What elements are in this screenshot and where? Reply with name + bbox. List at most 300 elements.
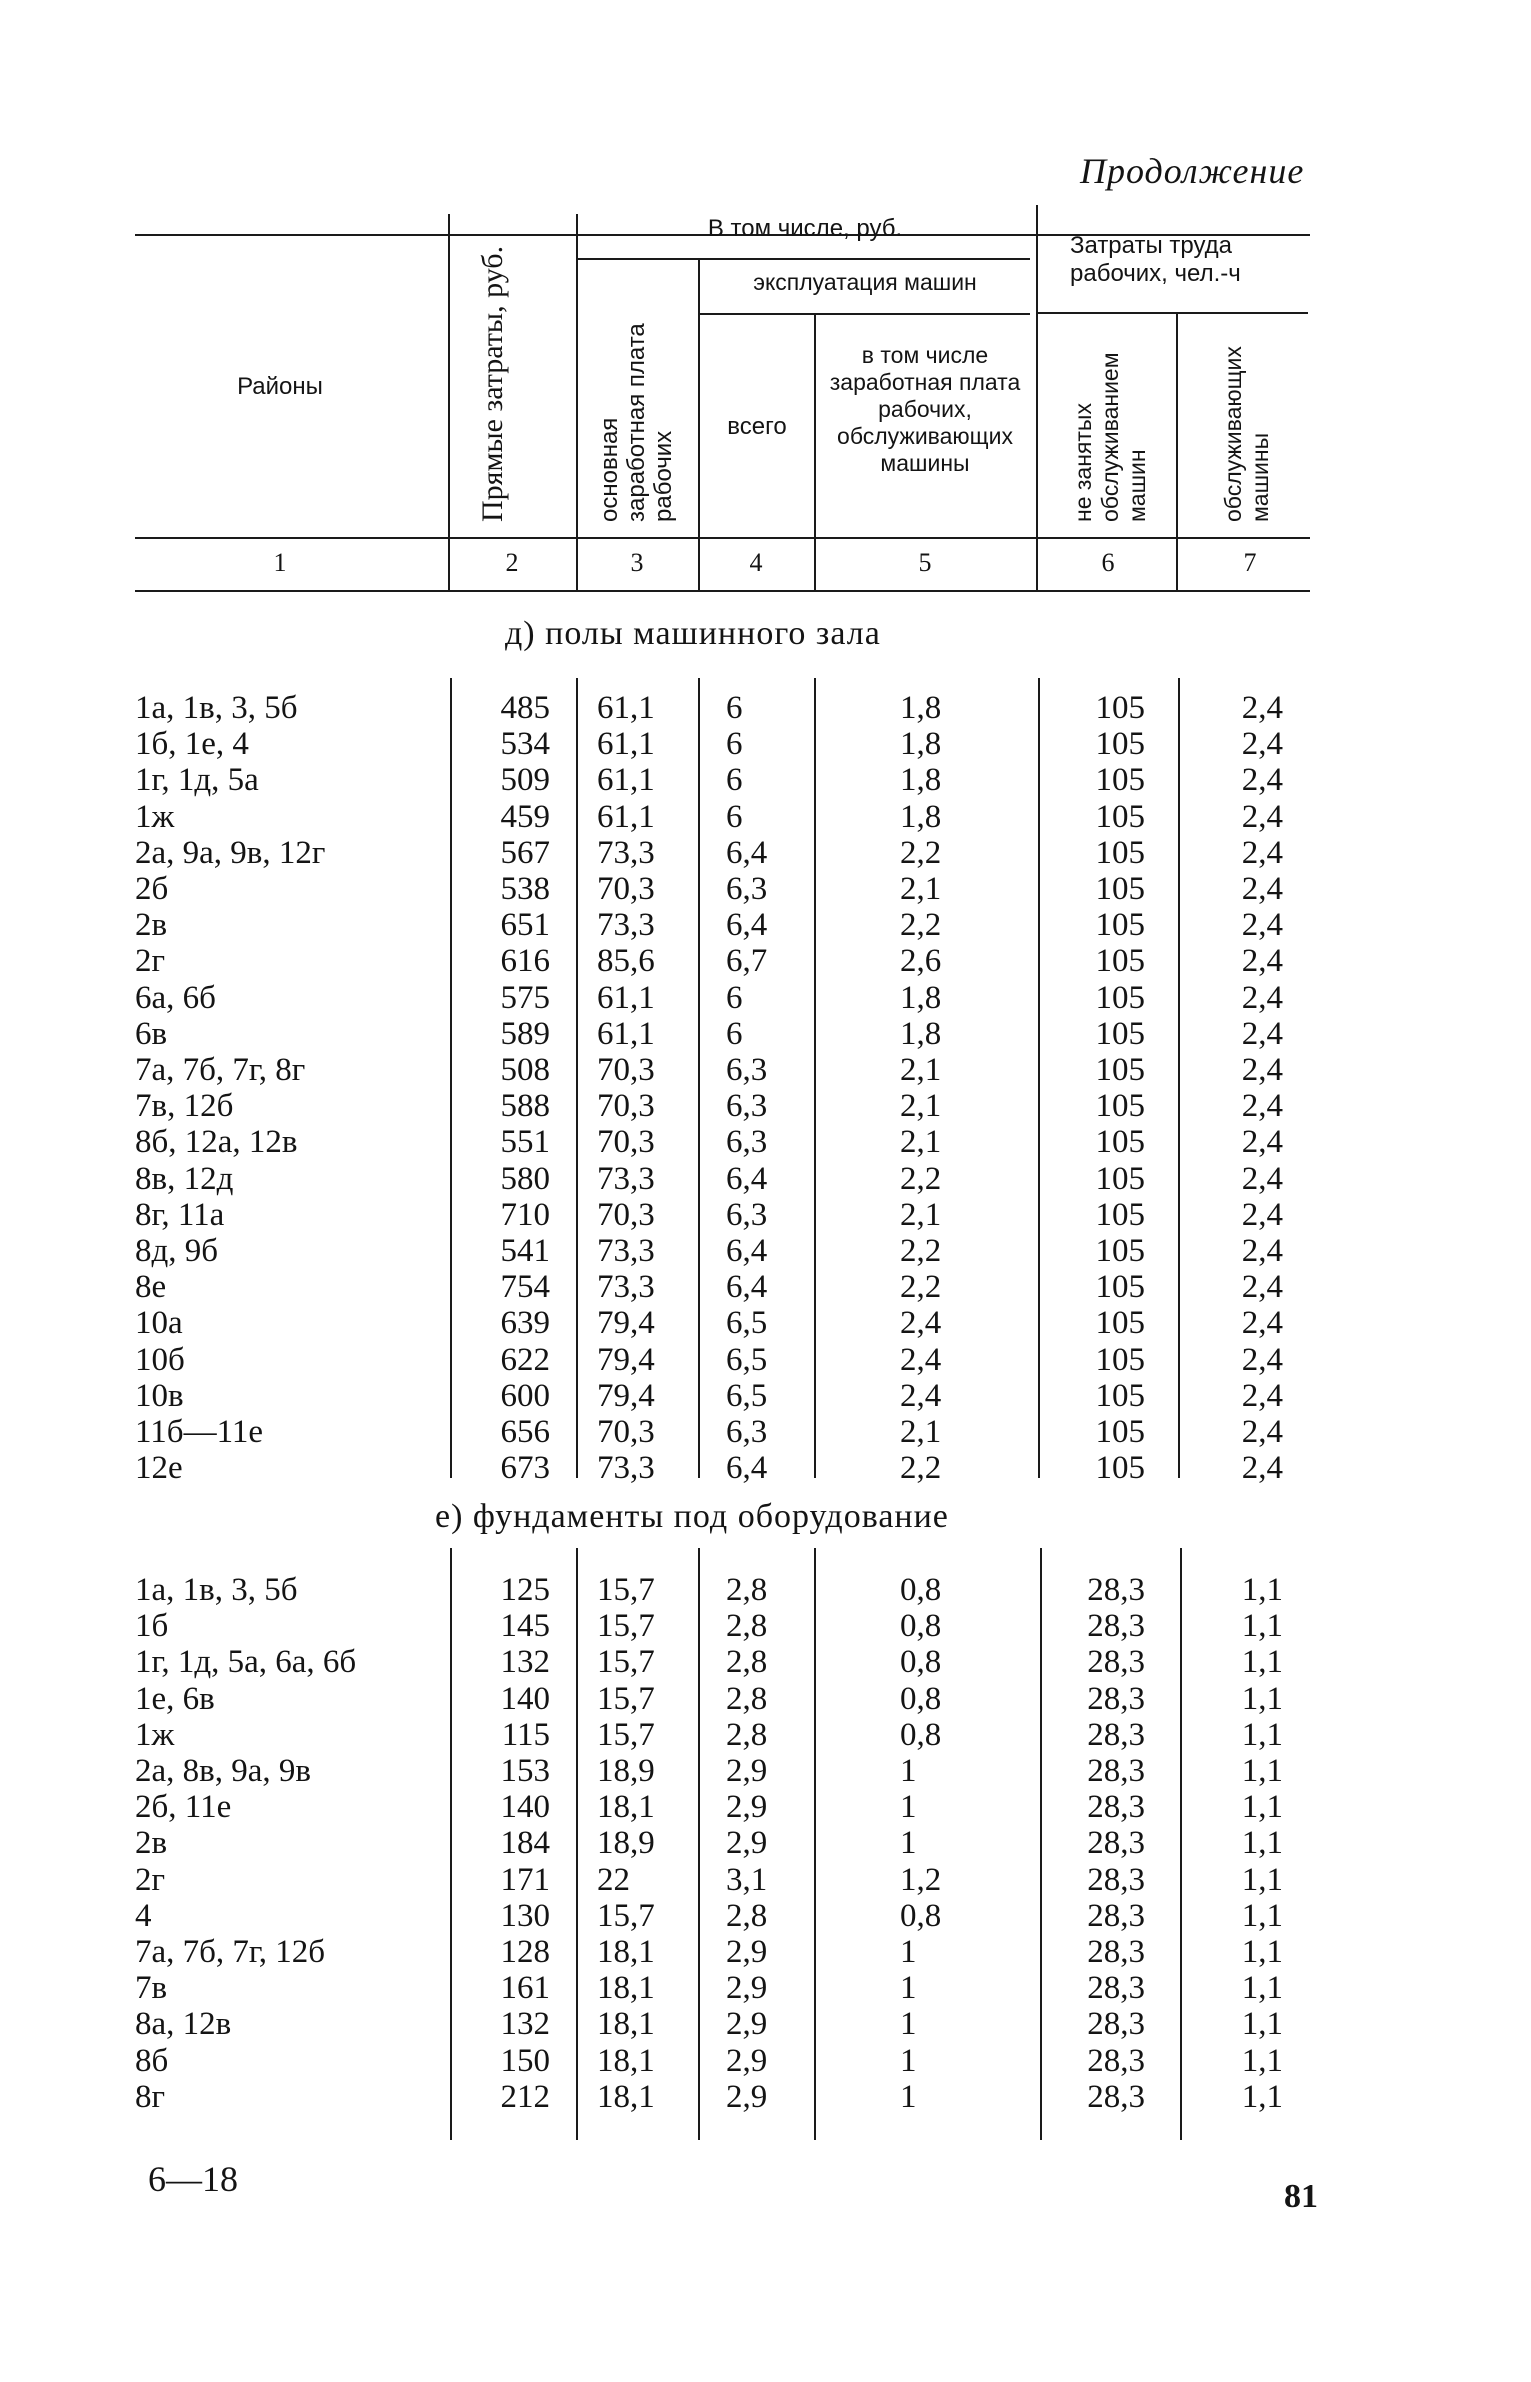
cell-machine-total: 6 xyxy=(726,979,743,1016)
cell-machine-total: 2,9 xyxy=(726,2078,768,2115)
cell-direct-costs: 145 xyxy=(500,1608,550,1645)
cell-labor-not-machine: 105 xyxy=(1095,1160,1145,1197)
table-row xyxy=(0,1934,1531,1970)
cell-machine-total: 2,9 xyxy=(726,1753,768,1789)
cell-machine-total: 6 xyxy=(726,726,743,763)
cell-machine-total: 6,5 xyxy=(726,1305,768,1342)
cell-base-wage: 15,7 xyxy=(597,1608,655,1645)
table-row xyxy=(0,1898,1531,1934)
cell-region: 11б—11е xyxy=(135,1414,263,1450)
table-row xyxy=(0,907,1531,943)
cell-machine-total: 6,4 xyxy=(726,834,768,871)
cell-labor-not-machine: 105 xyxy=(1095,907,1145,944)
cell-direct-costs: 130 xyxy=(500,1897,550,1934)
cell-region: 2г xyxy=(135,943,166,980)
cell-machine-total: 6 xyxy=(726,798,743,835)
cell-region: 2а, 8в, 9а, 9в xyxy=(135,1753,311,1789)
cell-labor-machine: 2,4 xyxy=(1241,1450,1283,1487)
cell-region: 7а, 7б, 7г, 8г xyxy=(135,1052,306,1088)
cell-machine-wage: 1,8 xyxy=(900,798,942,835)
cell-labor-not-machine: 105 xyxy=(1095,1341,1145,1378)
cell-direct-costs: 673 xyxy=(500,1450,550,1487)
cell-machine-wage: 2,1 xyxy=(900,871,942,907)
cell-machine-wage: 1,8 xyxy=(900,690,942,726)
table-row xyxy=(0,2079,1531,2115)
header-machine-serving: обслуживающих машины xyxy=(1220,346,1273,522)
cell-base-wage: 73,3 xyxy=(597,1450,655,1487)
cell-labor-not-machine: 105 xyxy=(1095,871,1145,907)
cell-machine-total: 2,9 xyxy=(726,1825,768,1862)
cell-direct-costs: 212 xyxy=(500,2078,550,2115)
cell-machine-total: 6,4 xyxy=(726,1269,768,1306)
cell-labor-not-machine: 105 xyxy=(1095,762,1145,799)
section-title: е) фундаменты под оборудование xyxy=(435,1498,949,1535)
cell-region: 2в xyxy=(135,1825,168,1862)
cell-base-wage: 70,3 xyxy=(597,871,655,907)
cell-labor-machine: 2,4 xyxy=(1241,907,1283,944)
header-machine-operation: эксплуатация машин xyxy=(753,269,977,295)
cell-direct-costs: 639 xyxy=(500,1305,550,1342)
cell-labor-not-machine: 28,3 xyxy=(1087,2006,1145,2043)
cell-labor-machine: 2,4 xyxy=(1241,1160,1283,1197)
cell-direct-costs: 710 xyxy=(500,1196,550,1233)
cell-machine-wage: 2,1 xyxy=(900,1196,942,1233)
cell-machine-wage: 1 xyxy=(900,1970,917,2007)
cell-machine-wage: 1,8 xyxy=(900,979,942,1016)
cell-region: 1ж xyxy=(135,1716,175,1753)
cell-direct-costs: 171 xyxy=(500,1861,550,1898)
table-row xyxy=(0,1414,1531,1450)
cell-region: 8б, 12а, 12в xyxy=(135,1124,298,1161)
table-row xyxy=(0,1644,1531,1680)
table-row xyxy=(0,1825,1531,1861)
cell-labor-not-machine: 28,3 xyxy=(1087,1716,1145,1753)
cell-labor-machine: 1,1 xyxy=(1241,1789,1283,1826)
cell-base-wage: 15,7 xyxy=(597,1572,655,1608)
cell-labor-not-machine: 28,3 xyxy=(1087,1861,1145,1898)
header-not-machine: не занятых обслуживанием машин xyxy=(1070,352,1150,522)
cell-region: 2а, 9а, 9в, 12г xyxy=(135,834,326,871)
cell-labor-machine: 1,1 xyxy=(1241,1970,1283,2007)
cell-labor-machine: 2,4 xyxy=(1241,943,1283,980)
cell-base-wage: 61,1 xyxy=(597,690,655,726)
cell-labor-machine: 2,4 xyxy=(1241,798,1283,835)
cell-machine-total: 6,3 xyxy=(726,1124,768,1161)
cell-base-wage: 18,1 xyxy=(597,1789,655,1826)
table-row xyxy=(0,1016,1531,1052)
cell-direct-costs: 150 xyxy=(500,2042,550,2079)
cell-labor-machine: 2,4 xyxy=(1241,1196,1283,1233)
cell-direct-costs: 509 xyxy=(500,762,550,799)
cell-base-wage: 18,1 xyxy=(597,2078,655,2115)
cell-machine-total: 2,8 xyxy=(726,1608,768,1645)
cell-machine-wage: 2,2 xyxy=(900,1233,942,1269)
cell-machine-wage: 2,1 xyxy=(900,1088,942,1125)
header-direct-costs: Прямые затраты, руб. xyxy=(476,245,509,522)
cell-region: 10в xyxy=(135,1377,184,1414)
cell-machine-total: 6,5 xyxy=(726,1341,768,1378)
cell-machine-total: 2,8 xyxy=(726,1716,768,1753)
cell-labor-machine: 1,1 xyxy=(1241,1825,1283,1862)
header-including-rub: В том числе, руб. xyxy=(707,215,903,242)
cell-direct-costs: 541 xyxy=(500,1233,550,1269)
cell-labor-not-machine: 28,3 xyxy=(1087,1825,1145,1862)
cell-base-wage: 79,4 xyxy=(597,1305,655,1342)
cell-region: 7а, 7б, 7г, 12б xyxy=(135,1934,326,1970)
cell-region: 6а, 6б xyxy=(135,979,216,1016)
cell-region: 2в xyxy=(135,907,168,944)
cell-machine-total: 6,3 xyxy=(726,1052,768,1088)
cell-base-wage: 61,1 xyxy=(597,726,655,763)
cell-labor-not-machine: 105 xyxy=(1095,1414,1145,1450)
cell-machine-total: 2,8 xyxy=(726,1680,768,1717)
cell-base-wage: 22 xyxy=(597,1861,630,1898)
continuation-label: Продолжение xyxy=(1080,151,1305,191)
cell-labor-machine: 2,4 xyxy=(1241,762,1283,799)
cell-machine-wage: 1,8 xyxy=(900,1015,942,1052)
table-row xyxy=(0,1862,1531,1898)
cell-base-wage: 18,1 xyxy=(597,1934,655,1970)
cell-labor-not-machine: 28,3 xyxy=(1087,1572,1145,1608)
cell-region: 8а, 12в xyxy=(135,2006,232,2043)
cell-region: 8г xyxy=(135,2078,166,2115)
cell-base-wage: 61,1 xyxy=(597,762,655,799)
cell-labor-machine: 2,4 xyxy=(1241,1414,1283,1450)
cell-machine-total: 6,3 xyxy=(726,1414,768,1450)
header-regions: Районы xyxy=(237,373,323,400)
cell-direct-costs: 551 xyxy=(500,1124,550,1161)
cell-machine-wage: 1 xyxy=(900,2006,917,2043)
cell-labor-machine: 2,4 xyxy=(1241,834,1283,871)
cell-direct-costs: 128 xyxy=(500,1934,550,1970)
cell-labor-not-machine: 105 xyxy=(1095,834,1145,871)
cell-direct-costs: 656 xyxy=(500,1414,550,1450)
cell-base-wage: 70,3 xyxy=(597,1124,655,1161)
cell-machine-wage: 2,2 xyxy=(900,1160,942,1197)
cell-direct-costs: 651 xyxy=(500,907,550,944)
cell-base-wage: 70,3 xyxy=(597,1088,655,1125)
cell-machine-total: 6,4 xyxy=(726,1160,768,1197)
table-row xyxy=(0,943,1531,979)
cell-base-wage: 18,1 xyxy=(597,2006,655,2043)
cell-machine-wage: 2,6 xyxy=(900,943,942,980)
col-number-4: 4 xyxy=(749,548,763,577)
cell-machine-total: 2,9 xyxy=(726,1934,768,1970)
cell-labor-machine: 2,4 xyxy=(1241,690,1283,726)
cell-base-wage: 61,1 xyxy=(597,1015,655,1052)
cell-base-wage: 70,3 xyxy=(597,1196,655,1233)
cell-direct-costs: 600 xyxy=(500,1377,550,1414)
cell-labor-not-machine: 105 xyxy=(1095,1305,1145,1342)
cell-machine-wage: 2,4 xyxy=(900,1305,942,1342)
cell-region: 1ж xyxy=(135,798,175,835)
cell-direct-costs: 184 xyxy=(500,1825,550,1862)
cell-direct-costs: 588 xyxy=(500,1088,550,1125)
cell-machine-total: 6,3 xyxy=(726,871,768,907)
col-number-7: 7 xyxy=(1243,548,1257,577)
cell-direct-costs: 132 xyxy=(500,1644,550,1681)
cell-machine-wage: 0,8 xyxy=(900,1608,942,1645)
cell-direct-costs: 538 xyxy=(500,871,550,907)
cell-direct-costs: 754 xyxy=(500,1269,550,1306)
cell-labor-machine: 1,1 xyxy=(1241,1897,1283,1934)
cell-labor-machine: 2,4 xyxy=(1241,1052,1283,1088)
table-row xyxy=(0,1753,1531,1789)
cell-machine-wage: 2,1 xyxy=(900,1414,942,1450)
cell-machine-total: 6,4 xyxy=(726,1450,768,1487)
cell-machine-total: 6 xyxy=(726,690,743,726)
cell-machine-wage: 2,2 xyxy=(900,1269,942,1306)
cell-labor-machine: 2,4 xyxy=(1241,726,1283,763)
col-number-2: 2 xyxy=(505,548,519,577)
cell-labor-machine: 2,4 xyxy=(1241,1088,1283,1125)
table-row xyxy=(0,2006,1531,2042)
table-row xyxy=(0,726,1531,762)
cell-labor-machine: 1,1 xyxy=(1241,1680,1283,1717)
cell-base-wage: 73,3 xyxy=(597,1233,655,1269)
cell-labor-not-machine: 105 xyxy=(1095,943,1145,980)
cell-region: 2б xyxy=(135,871,169,907)
cell-direct-costs: 459 xyxy=(500,798,550,835)
cell-machine-total: 3,1 xyxy=(726,1861,768,1898)
cell-labor-not-machine: 28,3 xyxy=(1087,1789,1145,1826)
cell-base-wage: 18,1 xyxy=(597,2042,655,2079)
cell-machine-wage: 2,4 xyxy=(900,1377,942,1414)
cell-labor-machine: 1,1 xyxy=(1241,2042,1283,2079)
header-base-wage: основная заработная плата рабочих xyxy=(596,323,677,522)
cell-labor-machine: 1,1 xyxy=(1241,1644,1283,1681)
cell-labor-machine: 2,4 xyxy=(1241,1305,1283,1342)
cell-region: 8б xyxy=(135,2042,169,2079)
table-row xyxy=(0,835,1531,871)
cell-labor-not-machine: 28,3 xyxy=(1087,2078,1145,2115)
cell-direct-costs: 580 xyxy=(500,1160,550,1197)
cell-base-wage: 15,7 xyxy=(597,1897,655,1934)
cell-region: 1г, 1д, 5а, 6а, 6б xyxy=(135,1644,357,1681)
section-title: д) полы машинного зала xyxy=(505,615,881,652)
cell-labor-machine: 1,1 xyxy=(1241,2006,1283,2043)
cell-machine-wage: 0,8 xyxy=(900,1572,942,1608)
cell-labor-not-machine: 28,3 xyxy=(1087,1608,1145,1645)
cell-machine-total: 6,5 xyxy=(726,1377,768,1414)
cell-direct-costs: 616 xyxy=(500,943,550,980)
cell-labor-machine: 1,1 xyxy=(1241,1572,1283,1608)
col-number-1: 1 xyxy=(273,548,287,577)
cell-machine-wage: 1 xyxy=(900,1934,917,1970)
cell-machine-total: 6,3 xyxy=(726,1088,768,1125)
table-row xyxy=(0,980,1531,1016)
cell-machine-wage: 1 xyxy=(900,1753,917,1789)
table-row xyxy=(0,1450,1531,1486)
table-row xyxy=(0,871,1531,907)
cell-base-wage: 18,9 xyxy=(597,1753,655,1789)
cell-labor-machine: 2,4 xyxy=(1241,1124,1283,1161)
cell-region: 8д, 9б xyxy=(135,1233,219,1269)
cell-labor-machine: 2,4 xyxy=(1241,1269,1283,1306)
cell-machine-wage: 0,8 xyxy=(900,1716,942,1753)
cell-base-wage: 70,3 xyxy=(597,1052,655,1088)
cell-labor-not-machine: 105 xyxy=(1095,690,1145,726)
cell-base-wage: 73,3 xyxy=(597,1160,655,1197)
table-row xyxy=(0,1717,1531,1753)
table-row xyxy=(0,1342,1531,1378)
cell-labor-machine: 2,4 xyxy=(1241,979,1283,1016)
cell-machine-total: 2,8 xyxy=(726,1572,768,1608)
header-labor-costs: Затраты труда рабочих, чел.-ч xyxy=(1070,232,1241,287)
cell-labor-not-machine: 105 xyxy=(1095,1124,1145,1161)
cell-machine-total: 2,9 xyxy=(726,2042,768,2079)
cell-direct-costs: 567 xyxy=(500,834,550,871)
cell-region: 1е, 6в xyxy=(135,1680,215,1717)
cell-labor-not-machine: 28,3 xyxy=(1087,1680,1145,1717)
cell-direct-costs: 153 xyxy=(500,1753,550,1789)
cell-machine-wage: 1 xyxy=(900,1825,917,1862)
cell-labor-machine: 2,4 xyxy=(1241,1377,1283,1414)
cell-base-wage: 73,3 xyxy=(597,1269,655,1306)
cell-direct-costs: 485 xyxy=(500,690,550,726)
page-number: 81 xyxy=(1284,2178,1318,2215)
cell-machine-wage: 1 xyxy=(900,2042,917,2079)
cell-labor-not-machine: 105 xyxy=(1095,726,1145,763)
cell-labor-machine: 1,1 xyxy=(1241,1861,1283,1898)
cell-base-wage: 61,1 xyxy=(597,798,655,835)
cell-labor-machine: 2,4 xyxy=(1241,1233,1283,1269)
cell-region: 8в, 12д xyxy=(135,1160,234,1197)
table-row xyxy=(0,1233,1531,1269)
table-row xyxy=(0,1378,1531,1414)
cell-region: 6в xyxy=(135,1015,168,1052)
signature-mark: 6—18 xyxy=(148,2159,238,2199)
table-row xyxy=(0,1197,1531,1233)
cell-region: 1а, 1в, 3, 5б xyxy=(135,690,298,726)
col-number-5: 5 xyxy=(918,548,932,577)
cell-region: 1г, 1д, 5а xyxy=(135,762,259,799)
cell-machine-total: 2,8 xyxy=(726,1897,768,1934)
cell-base-wage: 61,1 xyxy=(597,979,655,1016)
cell-labor-machine: 2,4 xyxy=(1241,1015,1283,1052)
cell-direct-costs: 508 xyxy=(500,1052,550,1088)
cell-labor-not-machine: 28,3 xyxy=(1087,1934,1145,1970)
cell-base-wage: 85,6 xyxy=(597,943,655,980)
cell-labor-not-machine: 28,3 xyxy=(1087,2042,1145,2079)
cell-machine-total: 6,4 xyxy=(726,1233,768,1269)
cell-region: 1а, 1в, 3, 5б xyxy=(135,1572,298,1608)
cell-labor-machine: 2,4 xyxy=(1241,871,1283,907)
cell-machine-wage: 0,8 xyxy=(900,1644,942,1681)
cell-labor-not-machine: 105 xyxy=(1095,1196,1145,1233)
cell-machine-wage: 0,8 xyxy=(900,1680,942,1717)
cell-region: 8г, 11а xyxy=(135,1196,225,1233)
cell-machine-total: 6 xyxy=(726,1015,743,1052)
cell-machine-wage: 2,2 xyxy=(900,907,942,944)
cell-machine-wage: 1 xyxy=(900,2078,917,2115)
col-number-3: 3 xyxy=(630,548,644,577)
cell-region: 4 xyxy=(135,1897,152,1934)
cell-labor-machine: 2,4 xyxy=(1241,1341,1283,1378)
cell-direct-costs: 589 xyxy=(500,1015,550,1052)
cell-direct-costs: 575 xyxy=(500,979,550,1016)
cell-machine-total: 2,8 xyxy=(726,1644,768,1681)
table-row xyxy=(0,1789,1531,1825)
table-row xyxy=(0,1052,1531,1088)
cell-labor-not-machine: 105 xyxy=(1095,1052,1145,1088)
table-row xyxy=(0,1681,1531,1717)
cell-base-wage: 15,7 xyxy=(597,1644,655,1681)
cell-direct-costs: 115 xyxy=(501,1716,550,1753)
cell-machine-wage: 2,1 xyxy=(900,1052,942,1088)
cell-labor-machine: 1,1 xyxy=(1241,1934,1283,1970)
cell-labor-machine: 1,1 xyxy=(1241,2078,1283,2115)
cell-direct-costs: 622 xyxy=(500,1341,550,1378)
table-row xyxy=(0,1088,1531,1124)
cell-labor-not-machine: 28,3 xyxy=(1087,1970,1145,2007)
cell-machine-total: 2,9 xyxy=(726,1970,768,2007)
table-row xyxy=(0,1572,1531,1608)
cell-labor-not-machine: 105 xyxy=(1095,1377,1145,1414)
cell-base-wage: 15,7 xyxy=(597,1680,655,1717)
cell-labor-machine: 1,1 xyxy=(1241,1608,1283,1645)
cell-labor-machine: 1,1 xyxy=(1241,1753,1283,1789)
cell-labor-not-machine: 28,3 xyxy=(1087,1897,1145,1934)
table-row xyxy=(0,690,1531,726)
table-row xyxy=(0,2043,1531,2079)
table-row xyxy=(0,762,1531,798)
cell-region: 7в, 12б xyxy=(135,1088,234,1125)
cell-labor-not-machine: 105 xyxy=(1095,1088,1145,1125)
cell-region: 2б, 11е xyxy=(135,1789,232,1826)
table-row xyxy=(0,1608,1531,1644)
cell-machine-wage: 1,2 xyxy=(900,1861,942,1898)
cell-machine-total: 2,9 xyxy=(726,2006,768,2043)
cell-region: 12е xyxy=(135,1450,183,1487)
cell-base-wage: 79,4 xyxy=(597,1377,655,1414)
table-row xyxy=(0,1269,1531,1305)
cell-region: 7в xyxy=(135,1970,168,2007)
cell-region: 1б, 1е, 4 xyxy=(135,726,249,763)
table-row xyxy=(0,1970,1531,2006)
cell-base-wage: 79,4 xyxy=(597,1341,655,1378)
cell-machine-wage: 2,4 xyxy=(900,1341,942,1378)
table-row xyxy=(0,799,1531,835)
cell-base-wage: 18,1 xyxy=(597,1970,655,2007)
cell-direct-costs: 161 xyxy=(500,1970,550,2007)
header-including-wage: в том числе заработная плата рабочих, обслуживающих машины xyxy=(829,342,1021,476)
cell-machine-wage: 2,2 xyxy=(900,834,942,871)
cell-labor-not-machine: 28,3 xyxy=(1087,1644,1145,1681)
cell-region: 10б xyxy=(135,1341,185,1378)
cell-machine-total: 6 xyxy=(726,762,743,799)
cell-region: 1б xyxy=(135,1608,169,1645)
cell-direct-costs: 534 xyxy=(500,726,550,763)
cell-direct-costs: 132 xyxy=(500,2006,550,2043)
table-row xyxy=(0,1124,1531,1160)
cell-base-wage: 73,3 xyxy=(597,907,655,944)
cell-machine-wage: 0,8 xyxy=(900,1897,942,1934)
cell-direct-costs: 140 xyxy=(500,1680,550,1717)
header-total: всего xyxy=(727,413,787,440)
cell-region: 8е xyxy=(135,1269,167,1306)
cell-machine-total: 6,4 xyxy=(726,907,768,944)
cell-labor-not-machine: 28,3 xyxy=(1087,1753,1145,1789)
cell-labor-not-machine: 105 xyxy=(1095,1015,1145,1052)
cell-region: 2г xyxy=(135,1861,166,1898)
cell-labor-machine: 1,1 xyxy=(1241,1716,1283,1753)
col-number-6: 6 xyxy=(1101,548,1115,577)
cell-machine-wage: 2,1 xyxy=(900,1124,942,1161)
cell-base-wage: 15,7 xyxy=(597,1716,655,1753)
cell-direct-costs: 140 xyxy=(500,1789,550,1826)
cell-machine-total: 2,9 xyxy=(726,1789,768,1826)
